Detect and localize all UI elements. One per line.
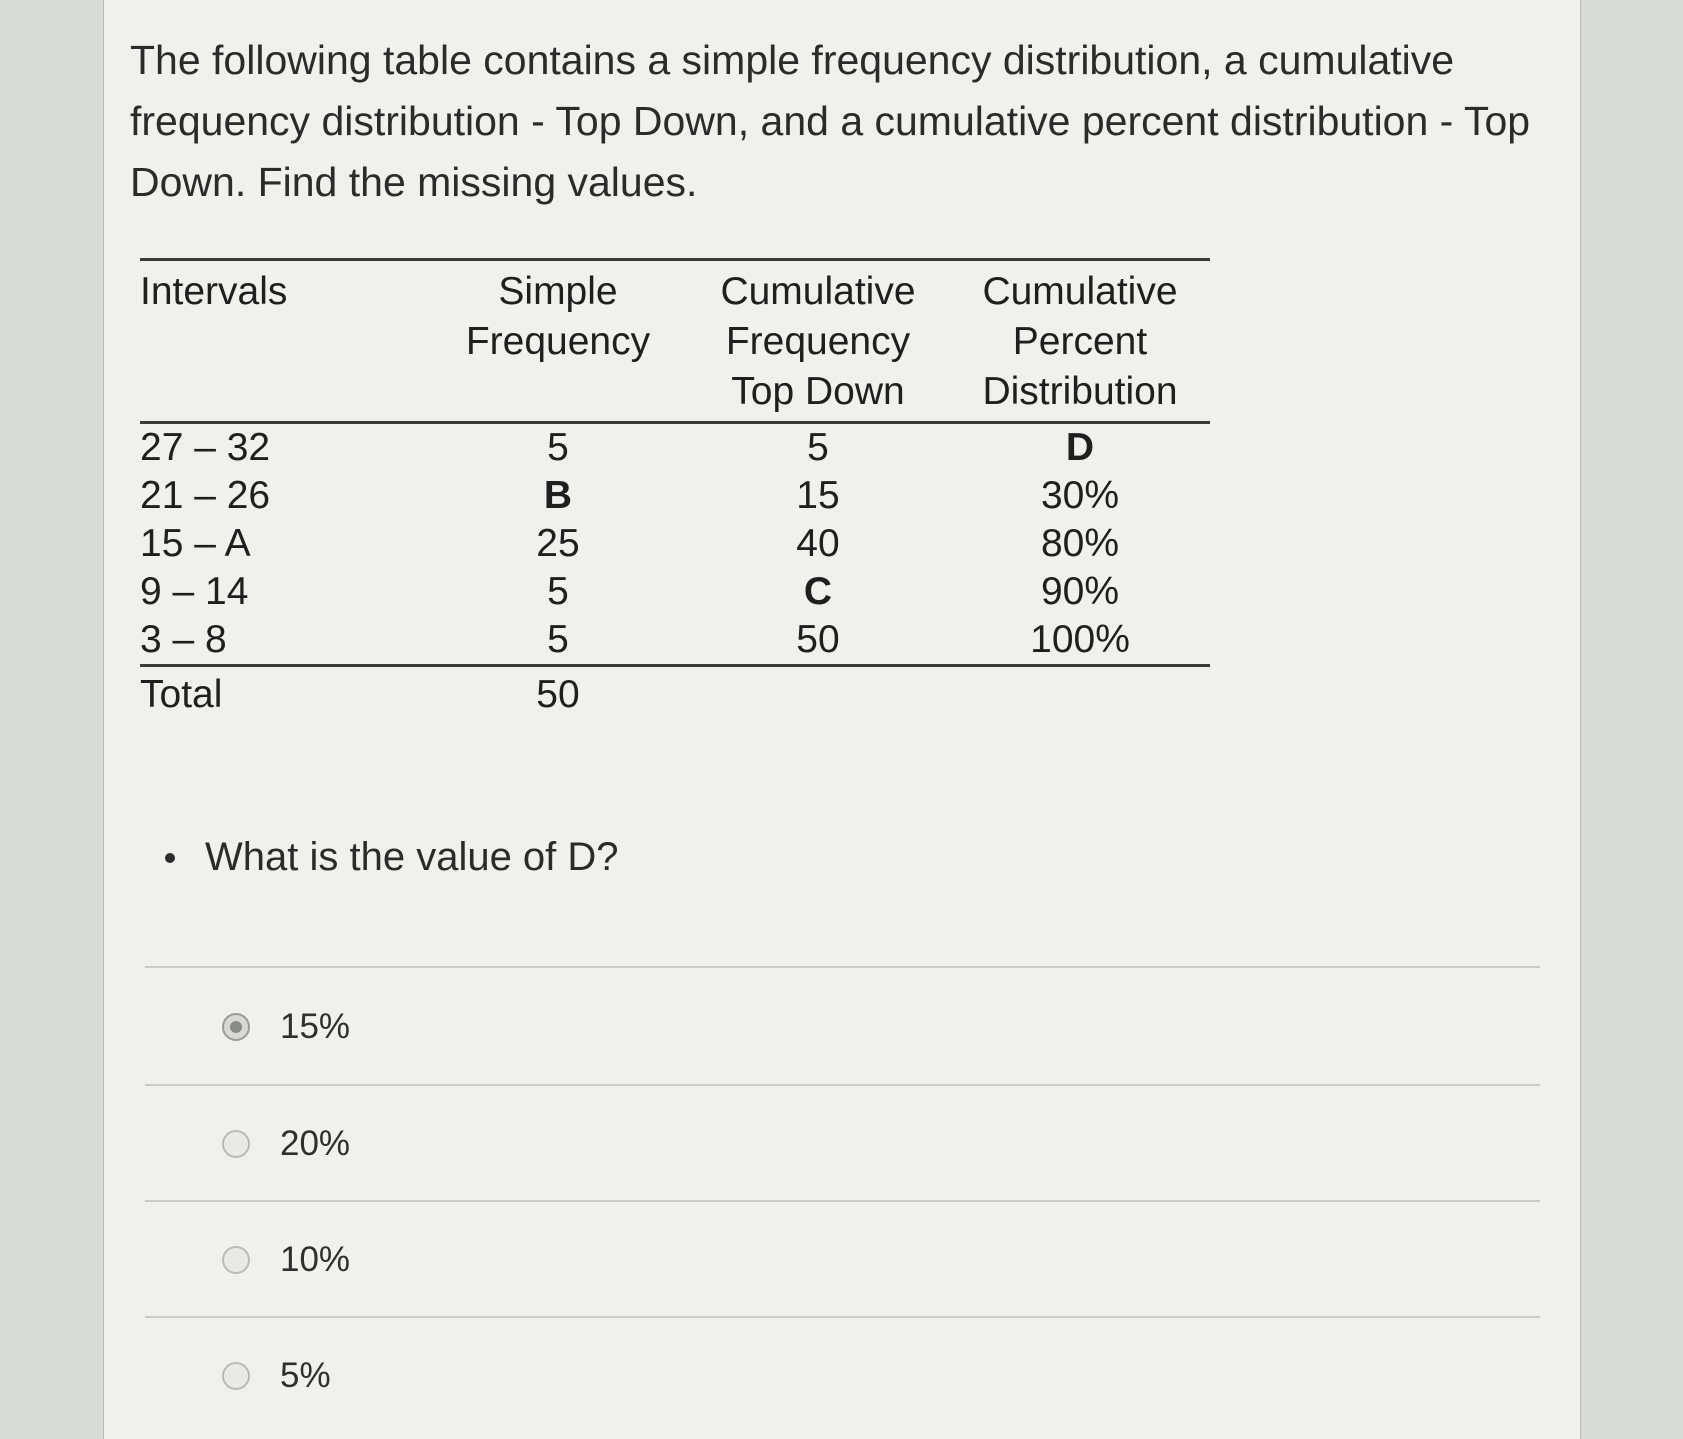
cell-simple-frequency: 5	[430, 616, 686, 666]
radio-icon[interactable]	[222, 1362, 250, 1390]
answer-option-15[interactable]	[222, 1007, 350, 1047]
table-row	[140, 520, 1210, 568]
cell-cumulative-percent: 100%	[950, 616, 1210, 666]
cell-empty	[950, 666, 1210, 720]
question-card	[103, 0, 1581, 1439]
frequency-table	[140, 258, 1210, 719]
cell-cumulative-frequency: 50	[686, 616, 950, 666]
sub-question-text: What is the value of D?	[205, 835, 619, 879]
cell-cumulative-frequency: 5	[807, 426, 829, 469]
answer-option-5[interactable]	[222, 1356, 331, 1396]
sub-question	[165, 835, 619, 880]
answer-option-20[interactable]	[222, 1124, 350, 1164]
cell-cumulative-percent: 90%	[1040, 570, 1120, 613]
header-cumulative-percent: Cumulative Percent Distribution	[950, 260, 1210, 423]
table-header-row	[140, 260, 1210, 423]
answer-option-label: 5%	[280, 1356, 331, 1395]
cell-simple-frequency: 25	[536, 522, 580, 565]
divider	[145, 1084, 1540, 1086]
cell-cumulative-percent: 30%	[1040, 474, 1120, 517]
cell-interval: 27 – 32	[140, 426, 271, 469]
cell-cumulative-frequency: 40	[796, 522, 840, 565]
answer-option-label: 10%	[280, 1240, 351, 1279]
table-row	[140, 568, 1210, 616]
header-intervals: Intervals	[140, 260, 430, 423]
cell-simple-frequency: 5	[547, 570, 569, 613]
cell-cumulative-percent: 80%	[1040, 522, 1120, 565]
cell-total-label: Total	[140, 673, 223, 716]
radio-icon[interactable]	[222, 1246, 250, 1274]
cell-empty	[686, 666, 950, 720]
cell-cumulative-percent: D	[1065, 426, 1095, 469]
question-text: The following table contains a simple frequency distribution, a cumulative frequency distribution - Top Down, and a cumulative percent distribution - Top Down. Find the missing values.	[130, 37, 1531, 205]
table-total-row	[140, 666, 1210, 720]
radio-selected-icon[interactable]	[222, 1013, 250, 1041]
table-row	[140, 423, 1210, 473]
cell-cumulative-frequency: 15	[796, 474, 840, 517]
header-cumulative-frequency: Cumulative Frequency Top Down	[686, 260, 950, 423]
cell-simple-frequency: B	[543, 474, 573, 517]
answer-option-label: 20%	[280, 1124, 351, 1163]
cell-simple-frequency: 5	[547, 426, 569, 469]
cell-total-simple-frequency: 50	[536, 673, 580, 716]
cell-interval: 21 – 26	[140, 474, 271, 517]
answer-option-10[interactable]	[222, 1240, 350, 1280]
cell-interval: 3 – 8	[140, 616, 430, 666]
cell-cumulative-frequency: C	[803, 570, 833, 613]
divider	[145, 966, 1540, 968]
cell-interval: 9 – 14	[140, 570, 249, 613]
divider	[145, 1200, 1540, 1202]
radio-icon[interactable]	[222, 1130, 250, 1158]
divider	[145, 1316, 1540, 1318]
header-simple-frequency: Simple Frequency	[430, 260, 686, 423]
table-row	[140, 472, 1210, 520]
answer-option-label: 15%	[280, 1007, 351, 1046]
cell-interval: 15 – A	[140, 522, 251, 565]
bullet-icon	[165, 853, 175, 863]
table-row	[140, 616, 1210, 666]
